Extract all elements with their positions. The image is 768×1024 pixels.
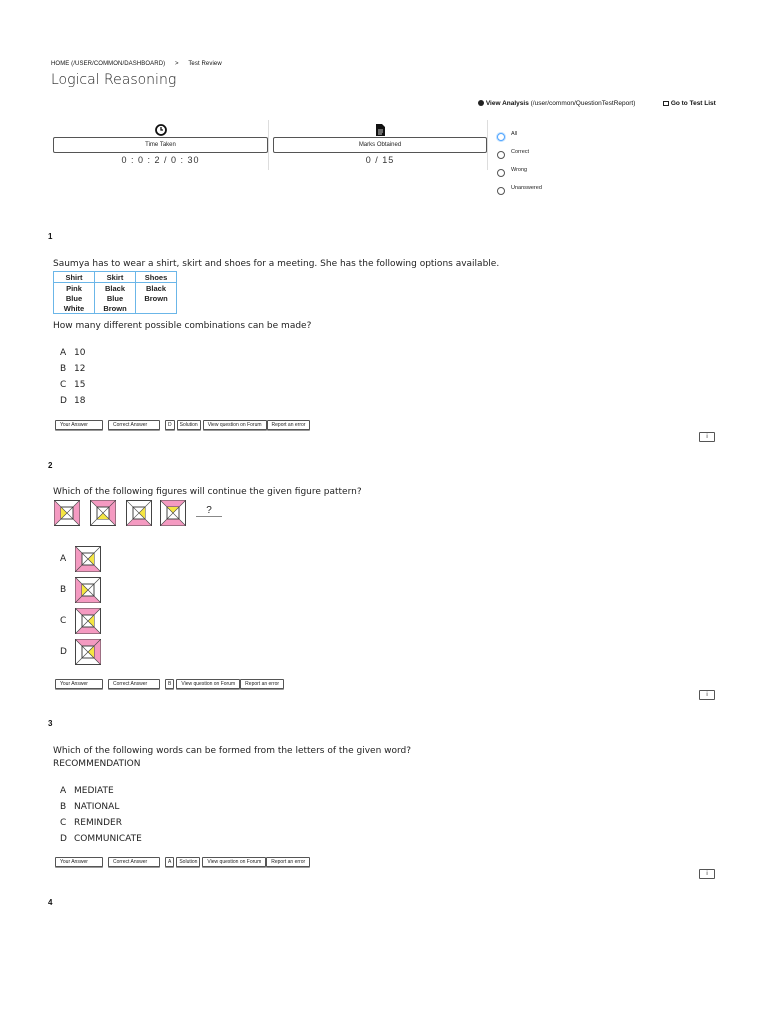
report-error-button[interactable]: Report an error xyxy=(267,420,311,430)
clock-icon xyxy=(53,123,268,137)
option-d: D xyxy=(60,636,101,667)
filter-correct-label: Correct xyxy=(511,149,530,155)
go-to-test-list-link[interactable] xyxy=(663,100,716,107)
view-analysis-link[interactable] xyxy=(478,100,635,107)
stats-divider xyxy=(268,120,269,170)
option-a: A 10 xyxy=(60,348,86,358)
correct-answer-button[interactable]: Correct Answer xyxy=(108,679,160,689)
option-d: D 18 xyxy=(60,396,86,406)
view-forum-button[interactable]: View question on Forum xyxy=(203,420,267,430)
option-list xyxy=(60,786,142,850)
marks-label-box xyxy=(273,137,487,153)
table-cell: White xyxy=(54,303,95,314)
view-analysis-path: (/user/common/QuestionTestReport) xyxy=(530,100,636,107)
question-mark-placeholder: ? xyxy=(196,505,222,517)
table-cell xyxy=(136,303,177,314)
option-b: B xyxy=(60,574,101,605)
question-text: Saumya has to wear a shirt, skirt and shoes for a meeting. She has the following options available. xyxy=(53,259,500,269)
breadcrumb-home-link[interactable]: HOME (/USER/COMMON/DASHBOARD) xyxy=(51,61,166,67)
figure-option-a xyxy=(75,546,101,572)
question-subtext: How many different possible combinations can be made? xyxy=(53,321,312,331)
list-icon xyxy=(663,101,669,106)
question-number: 2 xyxy=(48,461,53,470)
filter-wrong[interactable] xyxy=(497,164,542,182)
breadcrumb-current: Test Review xyxy=(188,61,222,67)
options-table xyxy=(53,271,177,314)
marks-value: 0 / 15 xyxy=(365,155,395,165)
option-d: D COMMUNICATE xyxy=(60,834,142,844)
filter-unanswered-label: Unanswered xyxy=(511,185,542,191)
radio-wrong[interactable] xyxy=(497,169,505,177)
correct-answer-button[interactable]: Correct Answer xyxy=(108,857,160,867)
option-a: A MEDIATE xyxy=(60,786,114,796)
view-forum-button[interactable]: View question on Forum xyxy=(202,857,266,867)
option-c: C 15 xyxy=(60,380,86,390)
option-a: A xyxy=(60,543,101,574)
table-cell: Black xyxy=(95,283,136,294)
filter-unanswered[interactable] xyxy=(497,182,542,200)
filter-group xyxy=(497,128,542,200)
view-analysis-label: View Analysis xyxy=(485,100,529,107)
correct-key-badge: A xyxy=(165,857,174,867)
question-subtext: RECOMMENDATION xyxy=(53,759,141,769)
filter-correct[interactable] xyxy=(497,146,542,164)
marks-label: Marks Obtained xyxy=(358,142,402,148)
filter-all[interactable] xyxy=(497,128,542,146)
pie-chart-icon xyxy=(478,100,484,106)
time-taken-panel xyxy=(53,123,268,165)
answer-button-row xyxy=(55,857,315,867)
breadcrumb xyxy=(51,61,222,67)
info-button[interactable]: i xyxy=(699,432,715,442)
table-cell: Brown xyxy=(95,303,136,314)
correct-key-badge: D xyxy=(165,420,175,430)
info-button[interactable]: i xyxy=(699,690,715,700)
table-cell: Blue xyxy=(95,293,136,303)
info-button[interactable]: i xyxy=(699,869,715,879)
document-icon xyxy=(273,123,487,137)
table-header: Skirt xyxy=(95,272,136,283)
breadcrumb-separator: > xyxy=(175,61,179,67)
your-answer-button[interactable]: Your Answer xyxy=(55,420,103,430)
question-text: Which of the following words can be formed from the letters of the given word? xyxy=(53,746,412,756)
view-forum-button[interactable]: View question on Forum xyxy=(176,679,240,689)
table-header: Shirt xyxy=(54,272,95,283)
answer-button-row xyxy=(55,679,289,689)
answer-button-row xyxy=(55,420,315,430)
question-number: 4 xyxy=(48,898,53,907)
radio-unanswered[interactable] xyxy=(497,187,505,195)
figure-option-d xyxy=(75,639,101,665)
correct-answer-button[interactable]: Correct Answer xyxy=(108,420,160,430)
table-cell: Pink xyxy=(54,283,95,294)
time-taken-value: 0 : 0 : 2 / 0 : 30 xyxy=(121,155,200,165)
page-title: Logical Reasoning xyxy=(51,72,177,88)
option-c: C REMINDER xyxy=(60,818,122,828)
figure-sequence xyxy=(54,500,194,531)
question-text: Which of the following figures will continue the given figure pattern? xyxy=(53,487,362,497)
option-c: C xyxy=(60,605,101,636)
filter-wrong-label: Wrong xyxy=(511,167,528,173)
question-number: 1 xyxy=(48,232,53,241)
table-cell: Blue xyxy=(54,293,95,303)
table-cell: Brown xyxy=(136,293,177,303)
table-cell: Black xyxy=(136,283,177,294)
time-taken-label-box xyxy=(53,137,268,153)
table-header: Shoes xyxy=(136,272,177,283)
option-list xyxy=(60,348,85,412)
marks-panel xyxy=(273,123,487,165)
your-answer-button[interactable]: Your Answer xyxy=(55,679,103,689)
correct-key-badge: B xyxy=(165,679,174,689)
figure-option-b xyxy=(75,577,101,603)
option-b: B 12 xyxy=(60,364,86,374)
question-number: 3 xyxy=(48,719,53,728)
pattern-figures-svg xyxy=(54,500,194,526)
time-taken-label: Time Taken xyxy=(145,142,176,148)
option-b: B NATIONAL xyxy=(60,802,120,812)
report-error-button[interactable]: Report an error xyxy=(240,679,284,689)
radio-correct[interactable] xyxy=(497,151,505,159)
report-error-button[interactable]: Report an error xyxy=(266,857,310,867)
figure-option-c xyxy=(75,608,101,634)
go-to-test-list-label: Go to Test List xyxy=(670,100,716,107)
stats-divider-2 xyxy=(487,120,488,170)
radio-all[interactable] xyxy=(497,133,505,141)
solution-button[interactable]: Solution xyxy=(177,420,201,430)
filter-all-label: All xyxy=(511,131,518,137)
solution-button[interactable]: Solution xyxy=(176,857,200,867)
your-answer-button[interactable]: Your Answer xyxy=(55,857,103,867)
option-list xyxy=(60,543,101,667)
